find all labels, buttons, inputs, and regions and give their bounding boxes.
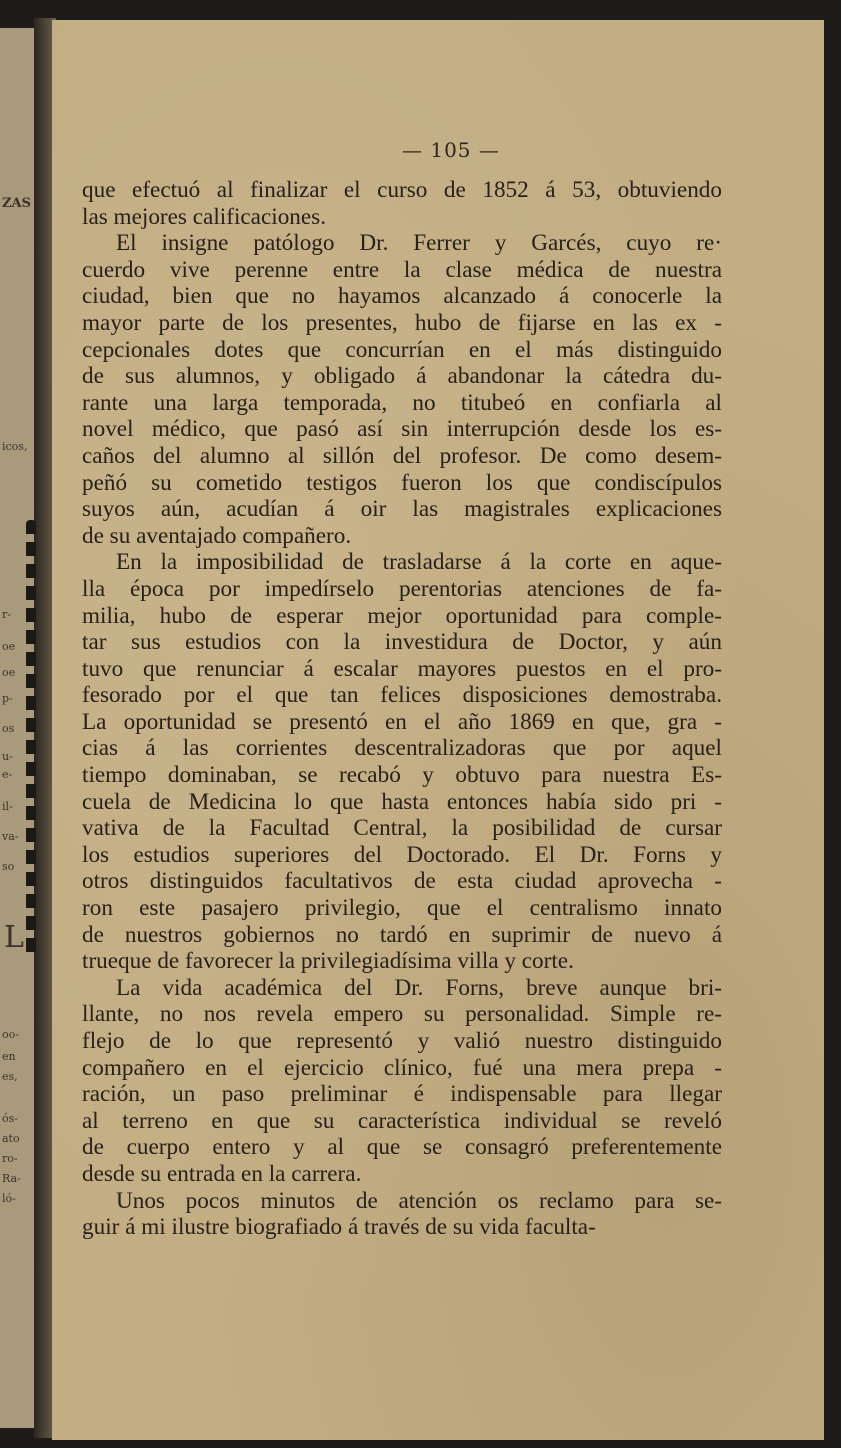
text-line: El insigne patólogo Dr. Ferrer y Garcés, cuyo re· <box>116 230 722 257</box>
text-line: ron este pasajero privilegio, que el centralismo innato <box>82 895 722 922</box>
text-line: flejo de lo que representó y valió nuestro distinguido <box>82 1028 722 1054</box>
paragraph <box>82 177 722 230</box>
text-line: que efectuó al finalizar el curso de 1852 á 53, obtuviendo <box>82 177 722 203</box>
adjacent-page-fragment: es, <box>2 1070 18 1083</box>
text-line: tiempo dominaban, se recabó y obtuvo para nuestra Es- <box>82 762 722 789</box>
text-line: tuvo que renunciar á escalar mayores puestos en el pro- <box>82 655 722 682</box>
text-line: otros distinguidos facultativos de esta ciudad aprovecha - <box>82 868 722 895</box>
text-line: guir á mi ilustre biografiado á través de su vida faculta- <box>82 1214 596 1241</box>
page-number: — 105 — <box>402 138 500 162</box>
text-line: La oportunidad se presentó en el año 1869 en que, gra - <box>82 708 722 735</box>
binding-stitches <box>26 520 36 960</box>
paragraph <box>82 1188 722 1241</box>
text-line: suyos aún, acudían á oir las magistrales explicaciones <box>82 496 722 523</box>
text-line: cuerdo vive perenne entre la clase médica de nuestra <box>82 256 722 283</box>
text-line: cepcionales dotes que concurrían en el más distinguido <box>82 336 722 363</box>
text-line: al terreno en que su característica individual se reveló <box>82 1107 722 1134</box>
adjacent-page-fragment: ato <box>2 1132 20 1145</box>
text-line: de su aventajado compañero. <box>82 522 352 549</box>
text-line: lla época por impedírselo perentorias atenciones de fa- <box>82 575 722 602</box>
paragraph <box>82 975 722 1188</box>
adjacent-page-fragment: ló- <box>2 1192 16 1205</box>
text-line: La vida académica del Dr. Forns, breve aunque bri- <box>116 974 722 1001</box>
text-line: compañero en el ejercicio clínico, fué una mera prepa - <box>82 1054 722 1081</box>
text-line: milia, hubo de esperar mejor oportunidad para comple- <box>82 602 722 629</box>
adjacent-page-fragment: en <box>2 1050 16 1063</box>
text-line: las mejores calificaciones. <box>82 203 327 230</box>
text-line: trueque de favorecer la privilegiadísima villa y corte. <box>82 948 574 975</box>
adjacent-page-fragment: icos, <box>2 440 28 453</box>
text-line: En la imposibilidad de trasladarse á la corte en aque- <box>116 549 722 576</box>
text-line: Unos pocos minutos de atención os reclamo para se- <box>116 1187 722 1214</box>
text-line: ciudad, bien que no hayamos alcanzado á conocerle la <box>82 283 722 310</box>
adjacent-page-fragment: r- <box>2 608 11 621</box>
text-line: de nuestros gobiernos no tardó en suprimir de nuevo á <box>82 921 722 948</box>
adjacent-page-fragment: il- <box>2 800 13 813</box>
text-line: desde su entrada en la carrera. <box>82 1160 362 1187</box>
text-line: de sus alumnos, y obligado á abandonar la cátedra du- <box>82 363 722 390</box>
adjacent-page-fragment: oe <box>2 666 16 679</box>
text-line: cias á las corrientes descentralizadoras que por aquel <box>82 735 722 762</box>
adjacent-page-fragment: ro- <box>2 1152 18 1165</box>
text-line: rante una larga temporada, no titubeó en confiarla al <box>82 389 722 416</box>
adjacent-page-fragment: e- <box>2 768 13 781</box>
text-line: llante, no nos revela empero su personalidad. Simple re- <box>82 1001 722 1028</box>
adjacent-page-fragment: Ra- <box>2 1172 21 1185</box>
text-line: vativa de la Facultad Central, la posibilidad de cursar <box>82 815 722 842</box>
page-body-text <box>82 177 722 1241</box>
paragraph <box>82 230 722 549</box>
text-line: mayor parte de los presentes, hubo de fijarse en las ex - <box>82 309 722 336</box>
adjacent-page-fragment: L <box>4 920 24 955</box>
paragraph <box>82 549 722 975</box>
text-line: cuela de Medicina lo que hasta entonces había sido pri - <box>82 788 722 815</box>
adjacent-page-fragment: ós- <box>2 1112 18 1125</box>
adjacent-page-fragment: os <box>2 722 15 735</box>
text-line: los estudios superiores del Doctorado. El Dr. Forns y <box>82 841 722 868</box>
adjacent-page-fragment: so <box>2 860 15 873</box>
adjacent-page-fragment: oo- <box>2 1028 19 1041</box>
text-line: de cuerpo entero y al que se consagró preferentemente <box>82 1134 722 1161</box>
adjacent-page-fragment: va- <box>2 830 19 843</box>
text-line: tar sus estudios con la investidura de Doctor, y aún <box>82 629 722 656</box>
text-line: peñó su cometido testigos fueron los que condiscípulos <box>82 469 722 496</box>
adjacent-page-fragment: ZAS <box>2 196 31 211</box>
book-page <box>52 20 824 1440</box>
text-line: novel médico, que pasó así sin interrupción desde los es- <box>82 416 722 443</box>
adjacent-page-fragment: p- <box>2 692 13 705</box>
text-line: caños del alumno al sillón del profesor. De como desem- <box>82 442 722 469</box>
text-line: fesorado por el que tan felices disposiciones demostraba. <box>82 682 722 709</box>
text-line: ración, un paso preliminar é indispensable para llegar <box>82 1081 722 1108</box>
adjacent-page-fragment: u- <box>2 750 13 763</box>
adjacent-page-fragment: oe <box>2 640 16 653</box>
